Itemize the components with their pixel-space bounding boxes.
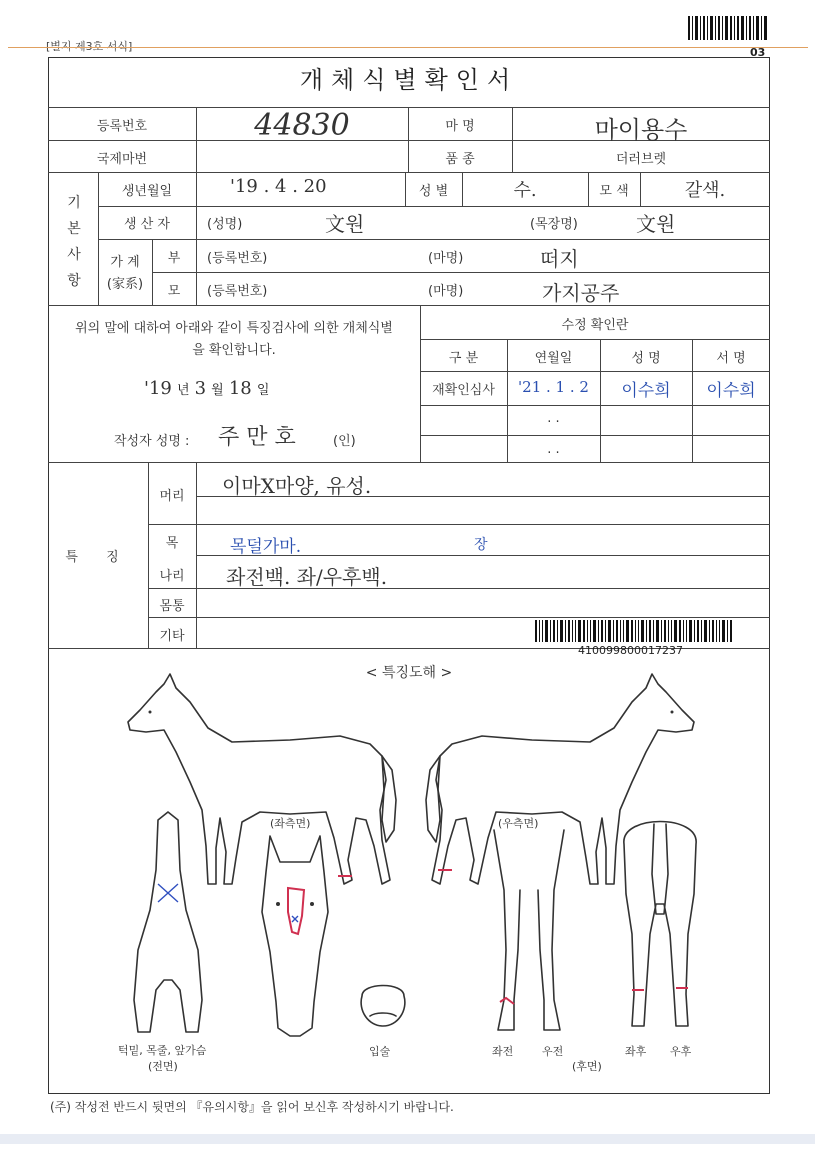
- confirm-date: [144, 378, 269, 399]
- rule: [48, 462, 770, 463]
- date-month: 3: [194, 378, 207, 399]
- seal-label: (인): [333, 434, 356, 449]
- sire-name-label: (마명): [428, 251, 464, 266]
- revision-col-sign: 서 명: [716, 351, 746, 366]
- lineage-label: 가 계: [110, 255, 140, 270]
- legs-label: 나리: [159, 569, 185, 584]
- rule: [420, 435, 770, 436]
- horse-name-label: 마 명: [445, 119, 475, 134]
- revision-row-sign: 이수희: [706, 381, 756, 401]
- revision-row-date: '21 . 1 . 2: [518, 378, 589, 396]
- dam-label: 모: [167, 284, 181, 299]
- sex-label: 성 별: [418, 184, 449, 199]
- ranch-value: 文원: [636, 212, 676, 236]
- date-year-label: 년: [176, 383, 190, 398]
- sire-reg-label: (등록번호): [207, 251, 268, 266]
- front-legs-figure: [484, 830, 574, 1040]
- producer-label: 생 산 자: [124, 217, 170, 232]
- rule: [420, 339, 770, 340]
- body-label: 몸통: [159, 599, 185, 614]
- neck-label: 목: [165, 536, 179, 551]
- left-hind-caption: 좌후: [625, 1045, 647, 1058]
- date-day-label: 일: [256, 383, 270, 398]
- horse-name-value: 마이용수: [594, 116, 688, 144]
- left-front-caption: 좌전: [492, 1045, 514, 1058]
- revision-row-type: 재확인심사: [432, 383, 495, 398]
- sex-value: 수.: [513, 180, 537, 201]
- rule: [48, 107, 770, 108]
- footer-note: (주) 작성전 반드시 뒷면의 『유의시항』을 읽어 보신후 작성하시기 바랍니다.: [50, 1100, 454, 1114]
- page-number: 03: [750, 46, 766, 59]
- head-label: 머리: [159, 489, 185, 504]
- breed-label: 품 종: [445, 152, 475, 167]
- rear-view-caption: (후면): [572, 1060, 602, 1073]
- dam-name-label: (마명): [428, 284, 464, 299]
- head-value: 이마X마양, 유성.: [222, 474, 372, 498]
- confirm-statement: 위의 말에 대하여 아래와 같이 특징검사에 의한 개체식별을 확인합니다.: [75, 321, 393, 358]
- dam-name: 가지공주: [542, 281, 620, 305]
- revision-col-type: 구 분: [448, 351, 479, 366]
- lineage-hanja: (家系): [106, 277, 144, 292]
- rule: [148, 617, 770, 618]
- legs-correction: 장: [474, 537, 488, 553]
- reg-no-label: 등록번호: [96, 119, 148, 134]
- writer-label: 작성자 성명 :: [114, 434, 190, 449]
- features-section-label: 특 징: [65, 550, 131, 565]
- neck-value: 목덜가마.: [230, 537, 302, 557]
- revision-row-date: . .: [547, 411, 560, 426]
- left-side-caption: (좌측면): [270, 817, 311, 830]
- other-label: 기타: [159, 629, 185, 644]
- document-title: 개체식별확인서: [299, 66, 519, 94]
- birth-label: 생년월일: [121, 184, 173, 199]
- rule: [98, 206, 770, 207]
- rule: [420, 371, 770, 372]
- revision-row-name: 이수희: [621, 381, 671, 401]
- date-month-label: 월: [211, 383, 224, 398]
- rule: [98, 239, 770, 240]
- revision-col-name: 성 명: [631, 351, 661, 366]
- date-year: '19: [144, 378, 172, 399]
- producer-name-label: (성명): [207, 217, 243, 232]
- birth-value: '19 . 4 . 20: [230, 176, 327, 197]
- revision-col-date: 연월일: [534, 351, 573, 366]
- color-value: 갈색.: [684, 180, 726, 201]
- rule: [48, 172, 770, 173]
- rule: [196, 172, 197, 305]
- date-day: 18: [228, 378, 252, 399]
- diagram-title: < 특징도해 >: [365, 665, 453, 681]
- ranch-label: (목장명): [530, 217, 578, 232]
- feature-barcode: [535, 620, 733, 642]
- top-rule: [8, 47, 808, 48]
- lips-caption: 입술: [369, 1045, 391, 1058]
- rule: [420, 405, 770, 406]
- barcode-number: 410099800017237: [578, 644, 683, 657]
- right-hind-caption: 우후: [670, 1045, 692, 1058]
- intl-no-label: 국제마번: [96, 152, 148, 167]
- basic-section-label: 기본사항: [67, 195, 81, 289]
- sire-name: 떠지: [540, 247, 579, 271]
- form-number: [별지 제3호 서식]: [46, 40, 133, 53]
- color-label: 모 색: [599, 184, 629, 199]
- dam-reg-label: (등록번호): [207, 284, 268, 299]
- legs-value: 좌전백. 좌/우후백.: [226, 565, 388, 589]
- reg-no-value: 44830: [254, 108, 350, 143]
- front-view-caption: (전면): [148, 1060, 178, 1073]
- writer-name: 주 만 호: [218, 425, 296, 450]
- revision-row-date: . .: [547, 442, 560, 457]
- front-neck-figure: [128, 810, 208, 1040]
- scan-edge: [0, 1134, 815, 1144]
- rule: [48, 305, 770, 306]
- breed-value: 더러브렛: [615, 152, 667, 167]
- hind-view-figure: [614, 804, 706, 1040]
- sire-label: 부: [167, 251, 181, 266]
- head-front-figure: [258, 832, 332, 1038]
- right-front-caption: 우전: [542, 1045, 564, 1058]
- rule: [148, 524, 770, 525]
- rule: [152, 272, 770, 273]
- producer-name-value: 文원: [325, 212, 365, 236]
- top-barcode: [688, 16, 768, 40]
- right-side-caption: (우측면): [498, 817, 539, 830]
- neck-caption: 턱밑, 목줄, 앞가슴: [118, 1044, 207, 1057]
- lips-figure: [356, 976, 410, 1032]
- revision-title: 수정 확인란: [561, 318, 629, 333]
